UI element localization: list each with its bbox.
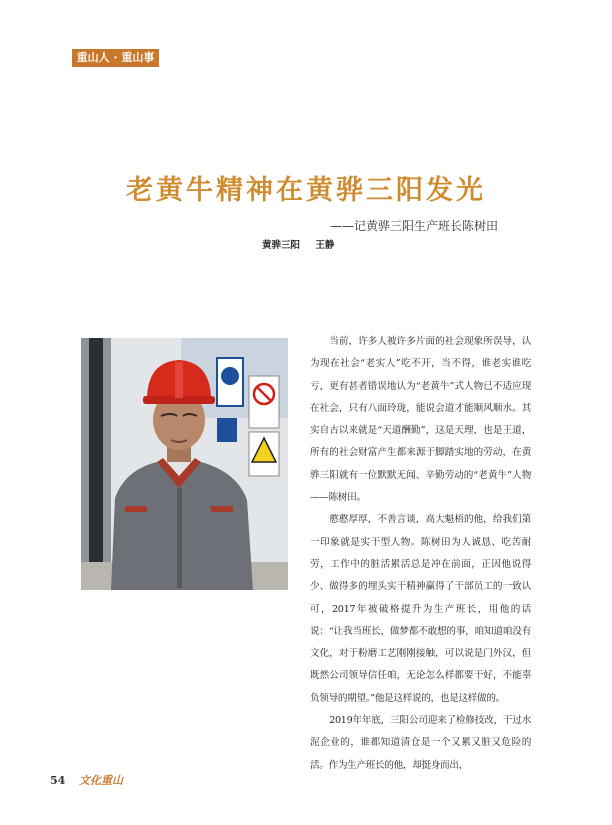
paragraph-2: 憨憨厚厚，不善言谈，高大魁梧的他，给我们第一印象就是实干型人物。陈树田为人诚恳、吃苦耐劳，工作中的脏活累活总是冲在前面，正因他说得少、做得多的埋头实干精神赢得了干部员工的一致认可，2017年被破格提升为生产班长，用他的话说：“让我当班长，做梦都不敢想的事，咱知道咱没有文化，对于粉磨工艺刚刚接触，可以说是门外汉，但既然公司领导信任咱，无论怎么样都要干好，不能辜负领导的期望。”他是这样说的，也是这样做的。	[310, 514, 531, 704]
article-body	[310, 331, 531, 777]
byline-author: 王静	[315, 240, 335, 251]
byline-org: 黄骅三阳	[262, 240, 301, 251]
paragraph-1: 当前，许多人被许多片面的社会现象所误导，认为现在社会“老实人”吃不开，当不得，谁老实谁吃亏，更有甚者错误地认为“老黄牛”式人物已不适应现在社会，只有八面玲珑，能说会道才能顺风顺水。其实自古以来就是“天道酬勤”，这是天理，也是王道，所有的社会财富产生都来源于脚踏实地的劳动，在黄骅三阳就有一位默默无闻、辛勤劳动的“老黄牛”人物——陈树田。	[310, 336, 531, 504]
portrait-photo	[81, 338, 288, 590]
page-number: 54	[50, 774, 66, 787]
section-tag: 重山人 · 重山事	[72, 49, 159, 67]
article-title: 老黄牛精神在黄骅三阳发光	[126, 175, 486, 206]
paragraph-3: 2019年年底，三阳公司迎来了检修技改，干过水泥企业的，谁都知道清仓是一个又累又脏又危险的活。作为生产班长的他，却挺身而出，	[310, 715, 531, 771]
magazine-logo: 文化重山	[79, 774, 123, 787]
article-subtitle: ——记黄骅三阳生产班长陈树田	[330, 219, 499, 233]
byline	[262, 237, 334, 251]
